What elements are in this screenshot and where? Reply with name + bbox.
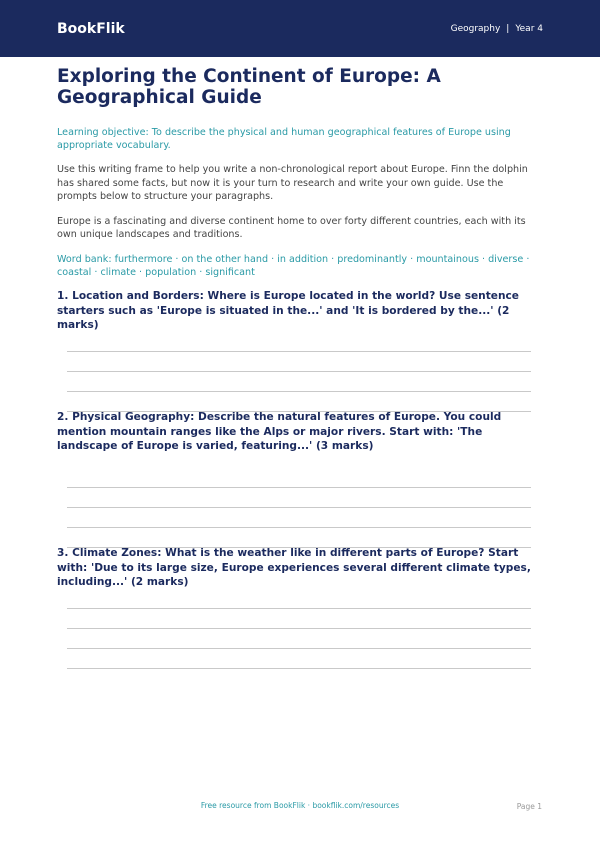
question-2: 2. Physical Geography: Describe the natural features of Europe. You could mention mountain ranges like the Alps or major rivers. Start with: 'The landscape of Europe is varied, featuring...' (3 marks) [57,411,502,452]
brand-logo[interactable]: BookFlik [57,20,125,37]
page-title: Exploring the Continent of Europe: A Geographical Guide [57,66,441,108]
page-header [0,0,600,57]
word-bank: Word bank: furthermore · on the other hand · in addition · predominantly · mountainous · diverse · coastal · climate · population · significant [57,253,530,278]
answer-line[interactable] [67,487,531,488]
question-3: 3. Climate Zones: What is the weather like in different parts of Europe? Start with: 'Due to its large size, Europe experiences several different climate types, including...' (2 marks) [57,547,531,588]
page-number: Page 1 [516,802,542,811]
subject-label: Geography [450,23,501,34]
footer-credit[interactable]: Free resource from BookFlik · bookflik.com/resources [200,801,400,810]
question-1: 1. Location and Borders: Where is Europe located in the world? Use sentence starters such as 'Europe is situated in the...' and 'It is bordered by the...' (2 marks) [57,290,519,331]
intro-paragraph: Use this writing frame to help you write a non-chronological report about Europe. Finn the dolphin has shared some facts, but now it is your turn to research and write your own guide. Use the prompts below to structure your paragraphs. [57,164,528,202]
learning-objective: Learning objective: To describe the physical and human geographical features of Europe using appropriate vocabulary. [57,127,511,151]
year-label: Year 4 [515,23,543,34]
answer-line[interactable] [67,527,531,528]
answer-line[interactable] [67,371,531,372]
intro-section [57,66,543,280]
answer-line[interactable] [67,608,531,609]
answer-line[interactable] [67,628,531,629]
answer-line[interactable] [67,351,531,352]
answer-line[interactable] [67,648,531,649]
meta-separator: | [506,23,510,34]
fact-paragraph: Europe is a fascinating and diverse continent home to over forty different countries, each with its own unique landscapes and traditions. [57,215,526,240]
answer-line[interactable] [67,507,531,508]
answer-line[interactable] [67,668,531,669]
subject-meta [451,24,543,34]
answer-line[interactable] [67,391,531,392]
